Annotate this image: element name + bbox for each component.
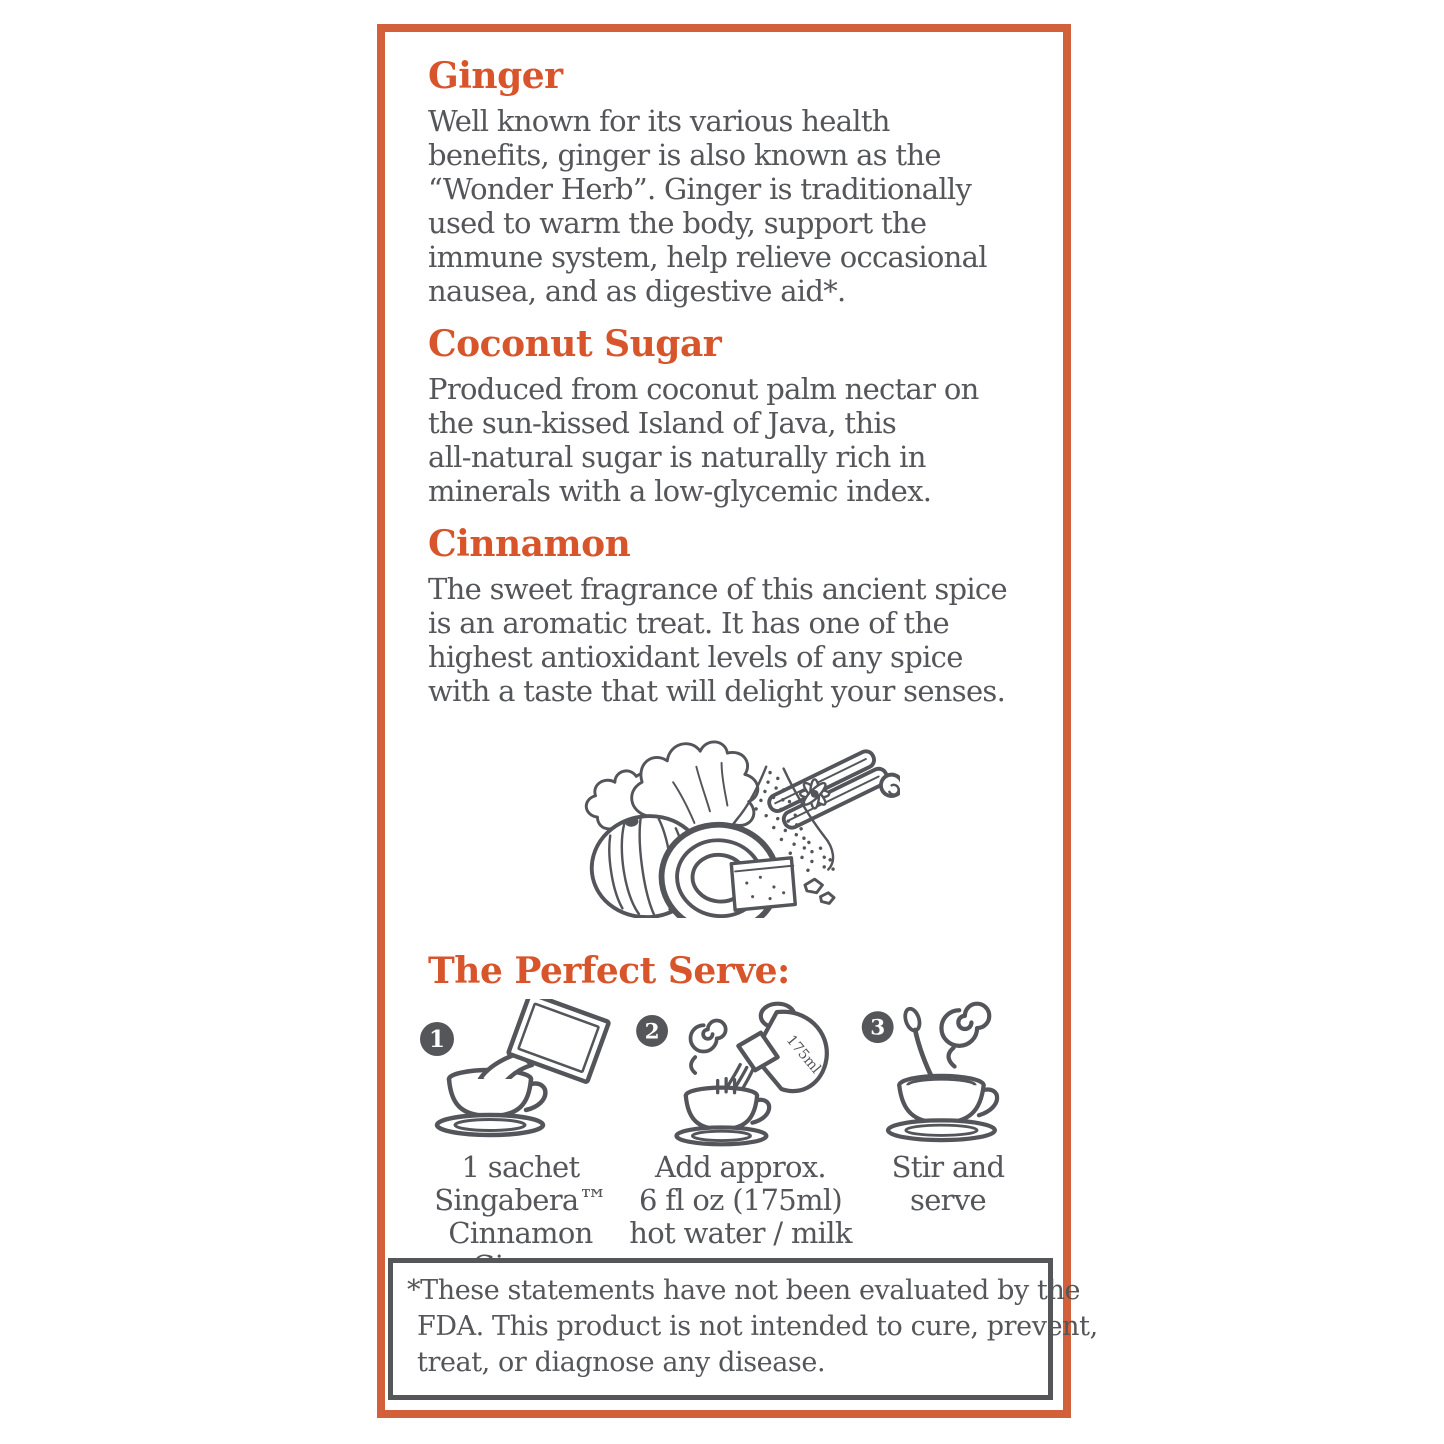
svg-text:3: 3 <box>870 1015 886 1041</box>
disclaimer-line: treat, or diagnose any disease. <box>417 1347 826 1378</box>
body-line: immune system, help relieve occasional <box>428 240 987 274</box>
body-line: Produced from coconut palm nectar on <box>428 372 979 406</box>
body-line: nausea, and as digestive aid*. <box>428 274 846 308</box>
section-heading: Cinnamon <box>428 523 631 565</box>
serve-step-2 <box>628 999 853 1250</box>
star-anise-icon <box>800 779 829 808</box>
label-content <box>385 32 1098 1410</box>
body-line: The sweet fragrance of this ancient spice <box>428 572 1007 606</box>
caption-line: 6 fl oz (175ml) <box>638 1183 843 1217</box>
caption-line: Stir and <box>891 1150 1005 1184</box>
ingredients-line-art-illustration <box>580 724 900 918</box>
stir-cup-icon <box>853 999 1043 1149</box>
step-caption <box>853 1151 1043 1217</box>
section-body <box>428 572 1039 708</box>
section-ginger <box>428 56 1039 308</box>
body-line: all-natural sugar is naturally rich in <box>428 440 926 474</box>
section-coconut-sugar <box>428 324 1039 508</box>
serve-step-3 <box>853 999 1043 1217</box>
section-heading: Ginger <box>428 55 563 97</box>
disclaimer-line: *These statements have not been evaluated by the <box>407 1275 1081 1306</box>
serve-step-1 <box>413 999 628 1283</box>
serve-steps <box>428 999 1039 1299</box>
body-line: “Wonder Herb”. Ginger is traditionally <box>428 172 972 206</box>
steam-icon <box>691 1021 726 1052</box>
body-line: benefits, ginger is also known as the <box>428 138 941 172</box>
caption-line: Add approx. <box>655 1150 826 1184</box>
caption-line: hot water / milk <box>629 1216 852 1250</box>
disclaimer-box <box>388 1258 1098 1400</box>
body-line: Well known for its various health <box>428 104 890 138</box>
sachet-pour-into-cup-icon <box>416 999 626 1149</box>
section-heading: Coconut Sugar <box>428 323 722 365</box>
caption-line: serve <box>910 1183 986 1217</box>
body-line: used to warm the body, support the <box>428 206 927 240</box>
svg-text:1: 1 <box>428 1026 445 1053</box>
caption-line: 1 sachet <box>461 1150 580 1184</box>
svg-text:2: 2 <box>644 1019 660 1045</box>
caption-line: Cinnamon <box>448 1216 593 1250</box>
label-frame <box>377 24 1098 1418</box>
body-line: minerals with a low-glycemic index. <box>428 474 932 508</box>
disclaimer-line: FDA. This product is not intended to cure, prevent, <box>417 1311 1098 1342</box>
section-cinnamon <box>428 524 1039 708</box>
step-caption <box>628 1151 853 1250</box>
serve-heading: The Perfect Serve: <box>428 950 790 992</box>
steam-icon <box>941 1004 989 1046</box>
body-line: highest antioxidant levels of any spice <box>428 640 963 674</box>
body-line: the sun-kissed Island of Java, this <box>428 406 897 440</box>
body-line: is an aromatic treat. It has one of the <box>428 606 949 640</box>
sugar-chunks-icon <box>805 879 834 903</box>
sugar-block-icon <box>731 858 795 910</box>
spoon-icon <box>903 1007 922 1032</box>
body-line: with a taste that will delight your senses. <box>428 674 1006 708</box>
section-body <box>428 372 1039 508</box>
section-body <box>428 104 1039 308</box>
caption-line: Singabera™ <box>434 1183 607 1217</box>
kettle-pour-into-cup-icon <box>628 999 858 1149</box>
kettle-volume-label: 175ml <box>782 1032 824 1077</box>
